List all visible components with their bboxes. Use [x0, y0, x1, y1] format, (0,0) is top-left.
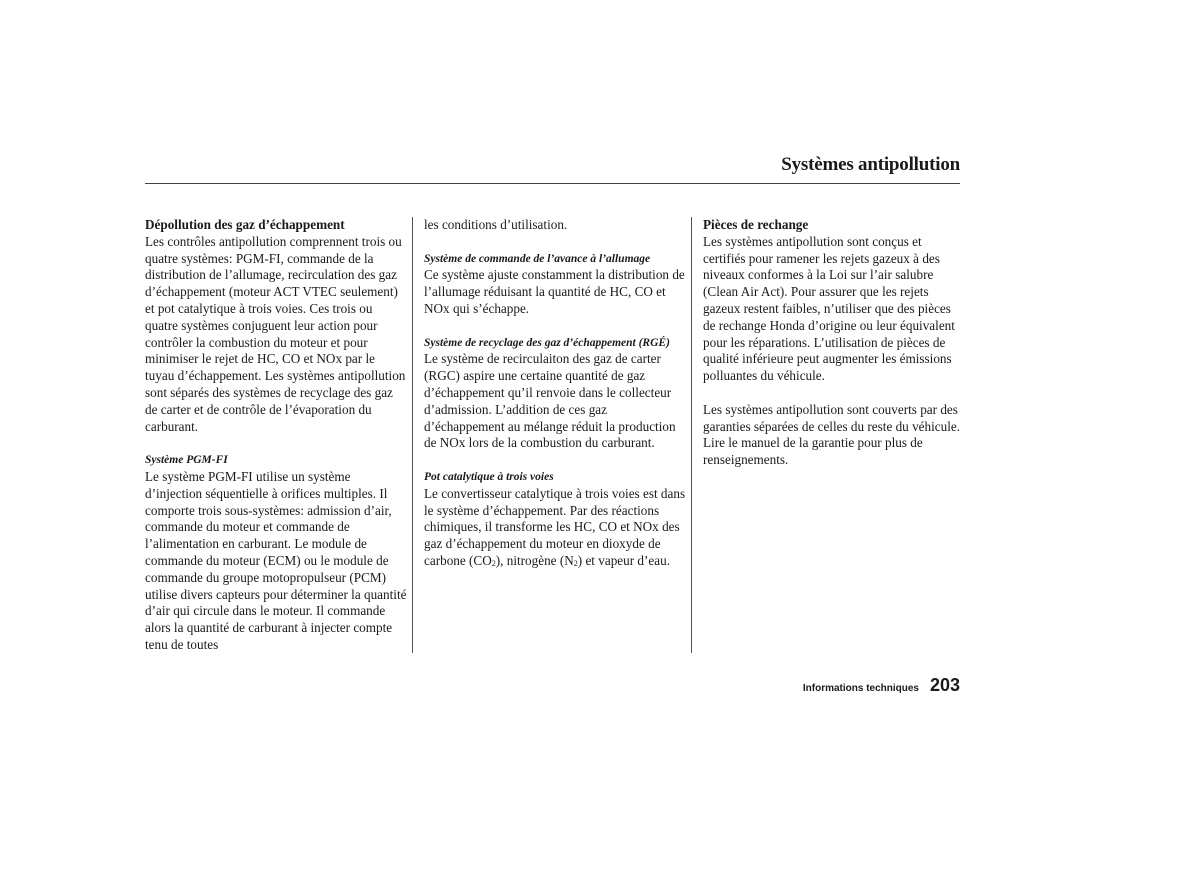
parts-text-1: Les systèmes antipollution sont conçus et certifiés pour ramener les rejets gazeux à des niveaux conformes à la Loi sur l’air salubre (Clean Air Act). Pour assurer que les rejets gazeux restent faibles, n’utiliser que des pièces de rechange Honda d’origine ou leur équivalent pour les réparations. L’utilisation de pièces de qualité inférieure peut augmenter les émissions polluantes du véhicule. [703, 233, 955, 384]
title-rule [145, 183, 960, 184]
catalytic-text-c: ) et vapeur d’eau. [577, 552, 671, 568]
paragraph-gap [703, 385, 965, 402]
subheading-ignition: Système de commande de l’avance à l’allumage [424, 252, 651, 265]
subheading-egr: Système de recyclage des gaz d’échappement (RGÉ) [424, 336, 670, 349]
section-heading-parts: Pièces de rechange [703, 217, 809, 232]
column-divider-1 [412, 217, 413, 653]
section-heading-exhaust: Dépollution des gaz d’échappement [145, 217, 345, 232]
n2-subscript: 2 [573, 558, 578, 568]
pgmfi-text: Le système PGM-FI utilise un système d’injection séquentielle à orifices multiples. Il comporte trois sous-systèmes: admission d’air, commande du moteur et commande de l’alimentation en carburant. Le module de commande du moteur (ECM) ou le module de commande du groupe motopropulseur (PCM) utilise divers capteurs pour déterminer la quantité d’air qui circule dans le moteur. Il commande alors la quantité de carburant à injecter compte tenu de toutes [145, 468, 407, 652]
ignition-text: Ce système ajuste constamment la distribution de l’allumage réduisant la quantité de HC, CO et NOx qui s’échappe. [424, 267, 685, 316]
co2-subscript: 2 [491, 558, 496, 568]
column-systems [424, 217, 686, 573]
page-title: Systèmes antipollution [781, 154, 960, 175]
egr-text: Le système de recirculaiton des gaz de carter (RGC) aspire une certaine quantité de gaz d’échappement qu’il renvoie dans le collecteur d’admission. L’addition de ces gaz d’échappement au mélange réduit la production de NOx lors de la combustion du carburant. [424, 351, 676, 451]
catalytic-text [424, 486, 686, 573]
column-divider-2 [691, 217, 692, 653]
subheading-pgmfi: Système PGM-FI [145, 454, 228, 467]
page-number: 203 [929, 675, 960, 695]
column-replacement-parts [703, 217, 965, 469]
column-exhaust-emissions [145, 217, 407, 654]
parts-text-2: Les systèmes antipollution sont couverts par des garanties séparées de celles du reste du véhicule. Lire le manuel de la garantie pour plus de renseignements. [703, 401, 961, 468]
continuation-text: les conditions d’utilisation. [424, 217, 568, 232]
exhaust-intro-text: Les contrôles antipollution comprennent trois ou quatre systèmes: PGM-FI, commande de la distribution de l’allumage, recirculation des gaz d’échappement (moteur ACT VTEC seulement) et pot catalytique à trois voies. Ces trois ou quatre systèmes conjuguent leur action pour contrôler la combustion du moteur et pour minimiser le rejet de HC, CO et NOx par le tuyau d’échappement. Les systèmes antipollution sont séparés des systèmes de recyclage des gaz de carter et de contrôle de l’évaporation du carburant. [145, 233, 406, 434]
catalytic-text-b: ), nitrogène (N [495, 552, 574, 568]
catalytic-text-a: Le convertisseur catalytique à trois voies est dans le système d’échappement. Par des réactions chimiques, il transforme les HC, CO et NOx des gaz d’échappement du moteur en dioxyde de carbone (CO [424, 485, 686, 568]
footer-section-label: Informations techniques [802, 683, 919, 694]
subheading-catalytic: Pot catalytique à trois voies [424, 470, 554, 483]
